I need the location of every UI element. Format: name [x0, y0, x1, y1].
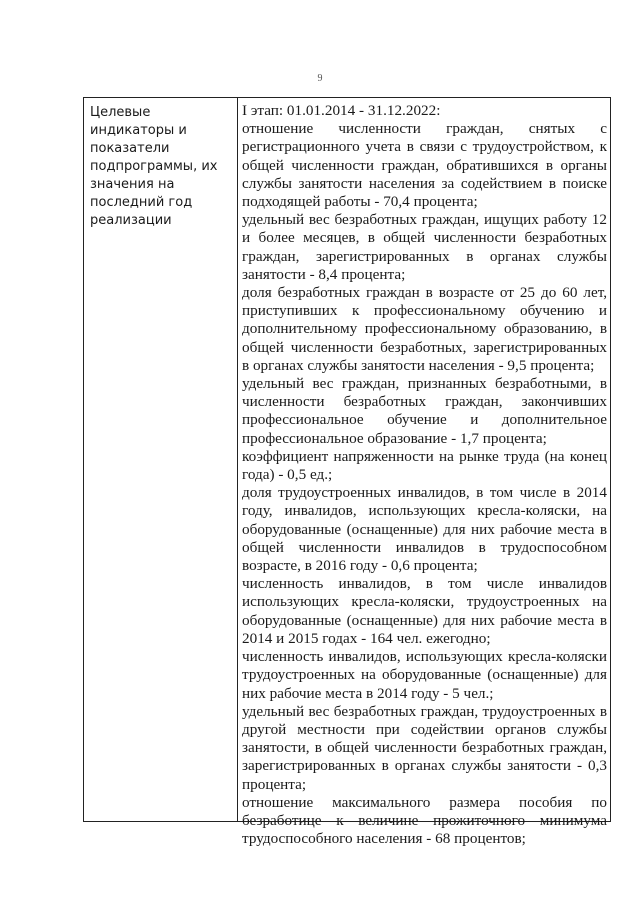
indicator-paragraph: доля трудоустроенных инвалидов, в том числе в 2014 году, инвалидов, использующих кресла-коляски, на оборудованные (оснащенные) для них рабочие места в общей численности инвалидов в трудоспособном возрасте, в 2016 году - 0,6 процента; [242, 484, 607, 575]
stage-heading: I этап: 01.01.2014 - 31.12.2022: [242, 102, 441, 119]
indicator-paragraph: отношение максимального размера пособия по безработице к величине прожиточного минимума трудоспособного населения - 68 процентов; [242, 793, 607, 848]
indicator-paragraph: коэффициент напряженности на рынке труда (на конец года) - 0,5 ед.; [242, 447, 607, 484]
indicator-paragraph: отношение численности граждан, снятых с регистрационного учета в связи с трудоустройством, к общей численности граждан, обратившихся в органы службы занятости населения за содействием в поиске подходящей работы - 70,4 процента; [242, 120, 607, 211]
indicators-table [83, 97, 611, 848]
indicator-paragraph: удельный вес безработных граждан, ищущих работу 12 и более месяцев, в общей численности безработных граждан, зарегистрированных в органах службы занятости - 8,4 процента; [242, 211, 607, 283]
page-number: 9 [317, 73, 323, 84]
table-content-cell [238, 98, 610, 848]
indicator-paragraph: численность инвалидов, в том числе инвалидов использующих кресла-коляски, трудоустроенных на оборудованные (оснащенные) для них рабочие места в 2014 и 2015 годах - 164 чел. ежегодно; [242, 575, 607, 647]
indicator-paragraph: удельный вес граждан, признанных безработными, в численности безработных граждан, закончивших профессиональное обучение и дополнительное профессиональное образование - 1,7 процента; [242, 375, 607, 447]
table-label-cell: Целевые индикаторы и показатели подпрограммы, их значения на последний год реализации [84, 98, 238, 821]
indicator-paragraph: удельный вес безработных граждан, трудоустроенных в другой местности при содействии органов службы занятости, в общей численности безработных граждан, зарегистрированных в органах службы занятости - 0,3 процента; [242, 702, 607, 793]
indicator-paragraph: доля безработных граждан в возрасте от 25 до 60 лет, приступивших к профессиональному обучению и дополнительному профессиональному образованию, в общей численности безработных, зарегистрированных в органах службы занятости населения - 9,5 процента; [242, 284, 607, 374]
indicator-paragraph: численность инвалидов, использующих кресла-коляски трудоустроенных на оборудованные (оснащенные) для них рабочие места в 2014 году - 5 чел.; [242, 648, 607, 702]
